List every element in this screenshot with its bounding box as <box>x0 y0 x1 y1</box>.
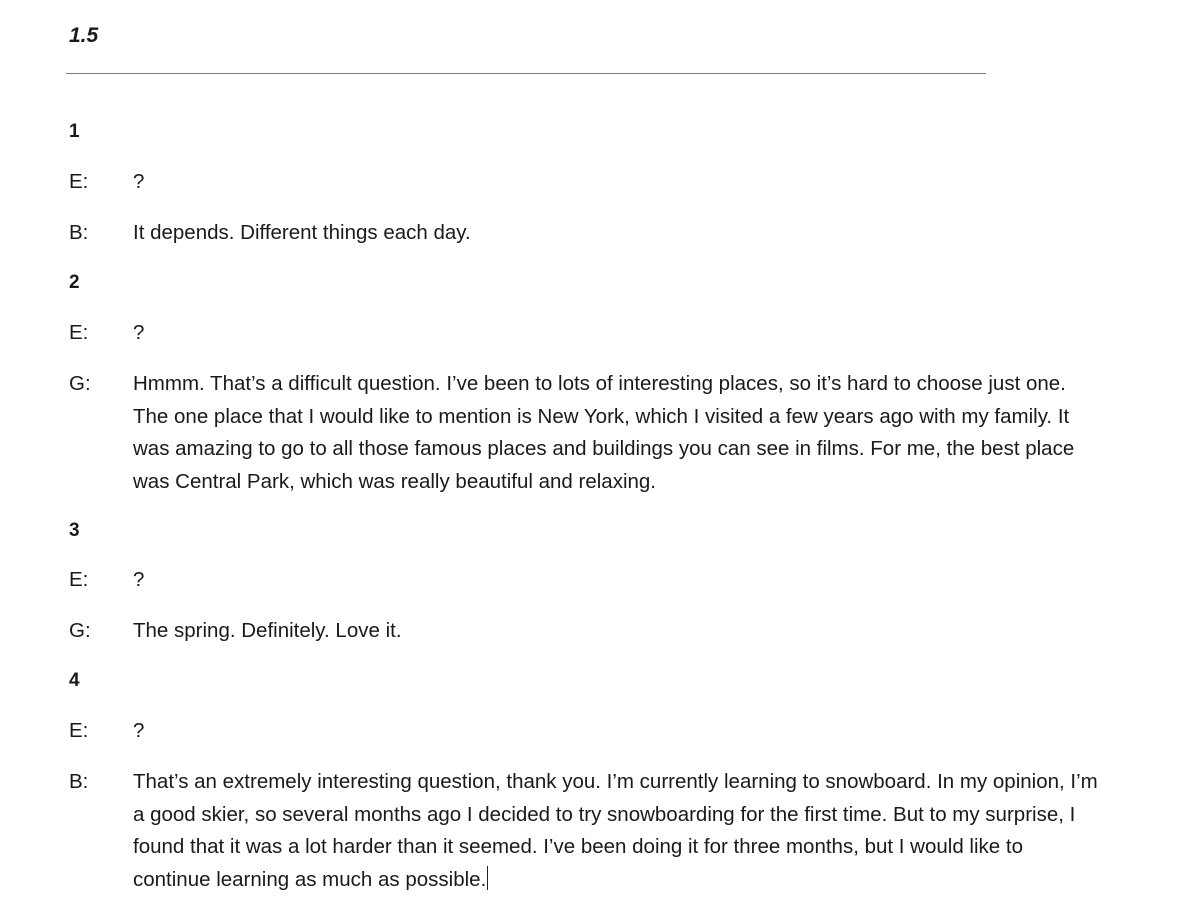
speaker-label: G: <box>69 619 91 642</box>
text-cursor <box>487 866 488 890</box>
dialogue-line[interactable] <box>69 368 1099 498</box>
dialogue-text-last <box>133 766 1099 896</box>
dialogue-line[interactable] <box>69 766 1099 896</box>
speaker-label: B: <box>69 770 89 793</box>
speaker-label: E: <box>69 568 89 591</box>
dialogue-text: ? <box>133 321 145 344</box>
dialogue-text: Hmmm. That’s a difficult question. I’ve been to lots of interesting places, so it’s hard to choose just one. The one place that I would like to mention is New York, which I visited a few years ago with my family. It was amazing to go to all those famous places and buildings you can see in films. For me, the best place was Central Park, which was really beautiful and relaxing. <box>133 372 1075 493</box>
dialogue-line[interactable] <box>69 715 1099 748</box>
dialogue-text: ? <box>133 568 145 591</box>
dialogue-text: It depends. Different things each day. <box>133 221 471 244</box>
dialogue-text: That’s an extremely interesting question, thank you. I’m currently learning to snowboard. In my opinion, I’m a good skier, so several months ago I decided to try snowboarding for the first time. But to my surprise, I found that it was a lot harder than it seemed. I’ve been doing it for three months, but I would like to continue learning as much as possible. <box>133 770 1098 891</box>
section-number-1: 1 <box>69 121 80 142</box>
dialogue-text: ? <box>133 170 145 193</box>
speaker-label: E: <box>69 170 89 193</box>
horizontal-rule <box>66 73 986 74</box>
section-number-2: 2 <box>69 272 80 293</box>
speaker-label: E: <box>69 321 89 344</box>
section-number-3: 3 <box>69 520 80 541</box>
dialogue-text: The spring. Definitely. Love it. <box>133 619 402 642</box>
speaker-label: B: <box>69 221 89 244</box>
document-heading: 1.5 <box>69 24 99 47</box>
dialogue-line[interactable] <box>69 317 1099 350</box>
section-number-4: 4 <box>69 670 80 691</box>
dialogue-text: ? <box>133 719 145 742</box>
dialogue-line[interactable] <box>69 166 1099 199</box>
speaker-label: G: <box>69 372 91 395</box>
dialogue-line[interactable] <box>69 564 1099 597</box>
dialogue-line[interactable] <box>69 217 1099 250</box>
speaker-label: E: <box>69 719 89 742</box>
dialogue-line[interactable] <box>69 615 1099 648</box>
